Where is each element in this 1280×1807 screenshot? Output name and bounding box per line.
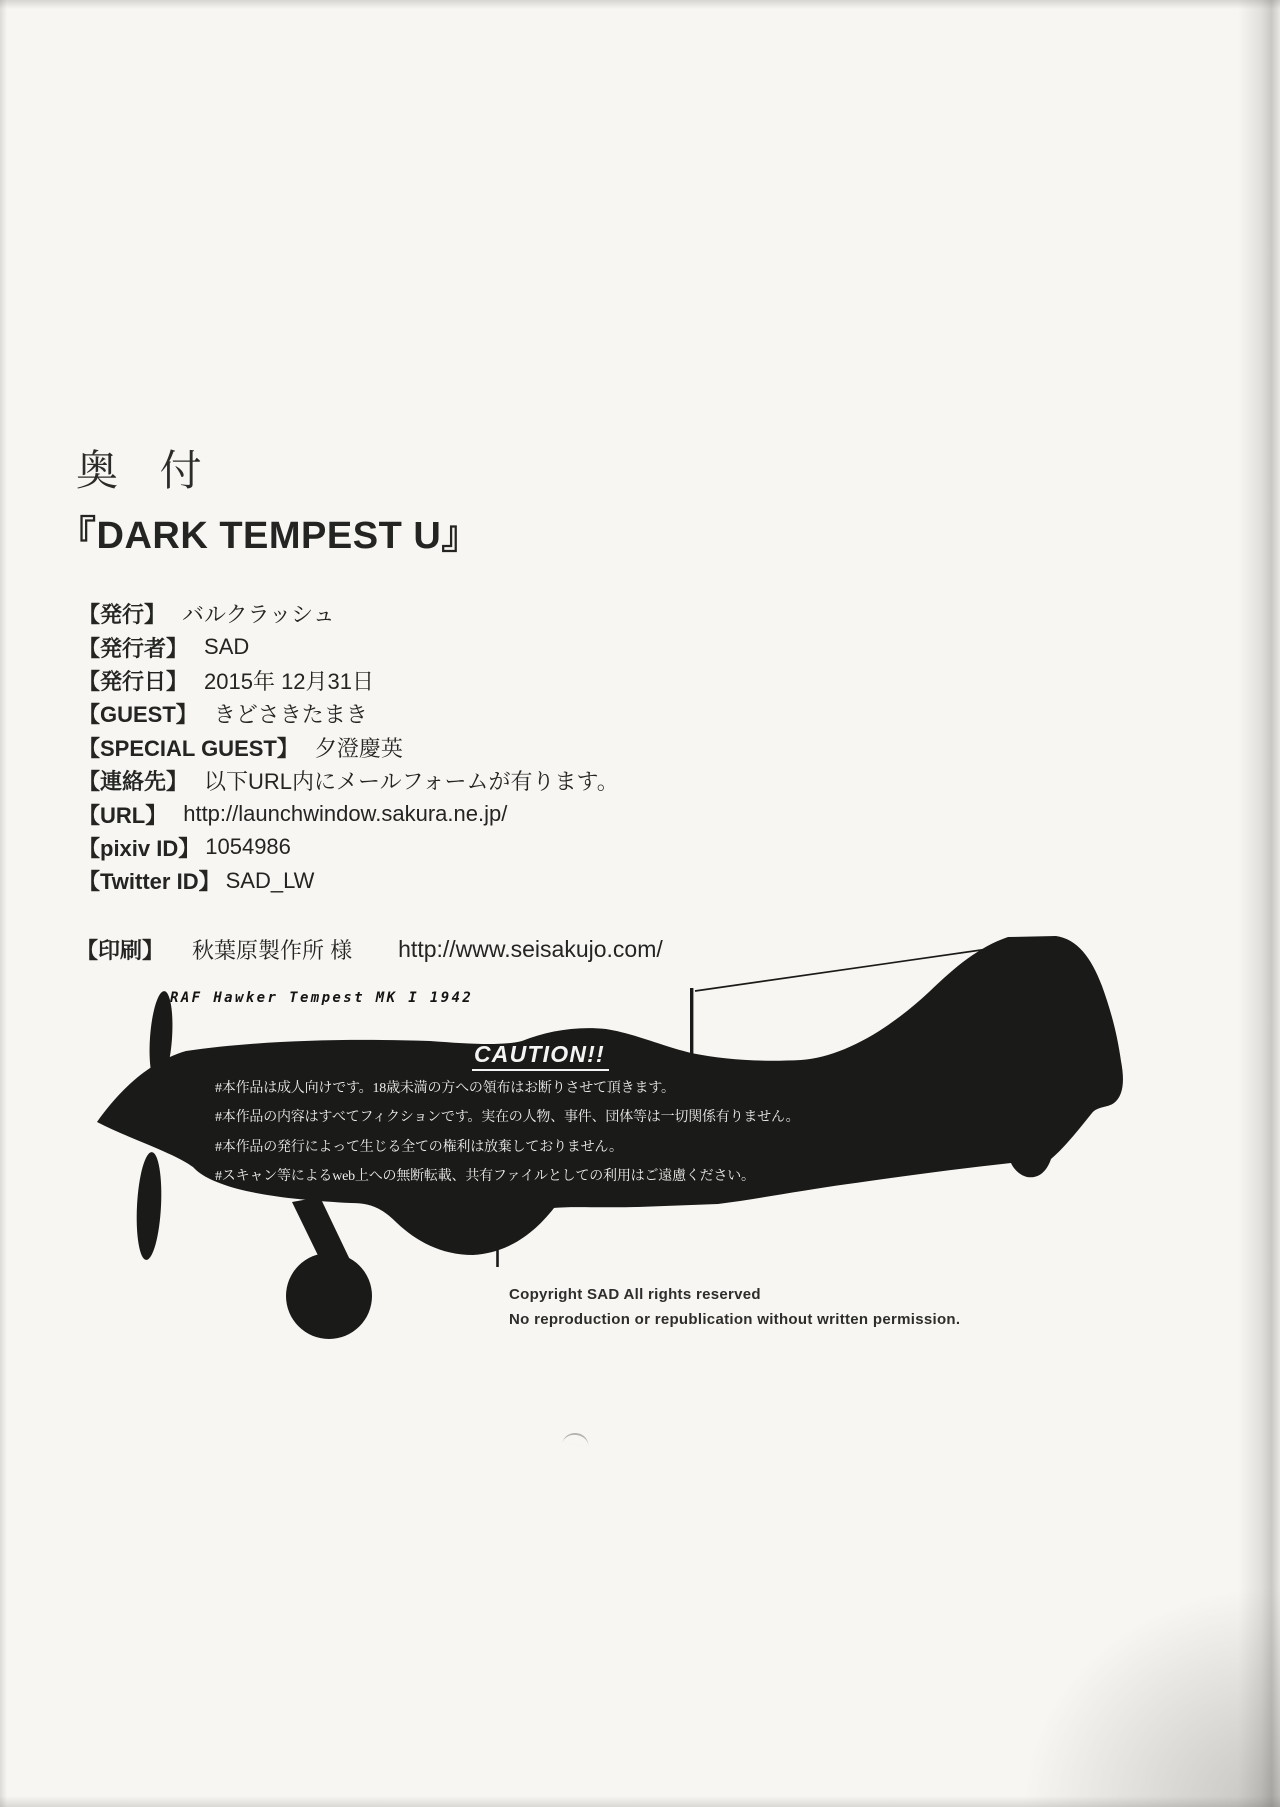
publisher-value: バルクラッシュ: [182, 602, 335, 628]
guest-value: きどさきたまき: [213, 702, 368, 728]
url-label: 【URL】: [78, 802, 168, 828]
url-value: http://launchwindow.sakura.ne.jp/: [183, 801, 508, 827]
propeller-blade-lower: [134, 1151, 164, 1260]
date-label: 【発行日】: [78, 668, 189, 694]
twitter-id-label: 【Twitter ID】: [78, 869, 221, 895]
printer-name: 秋葉原製作所 様: [192, 938, 353, 963]
landing-gear-wheel: [286, 1253, 372, 1339]
caution-heading: CAUTION!!: [472, 1041, 609, 1071]
copyright-line-2: No reproduction or republication without written permission.: [509, 1311, 961, 1328]
caution-line: #本作品は成人向けです。18歳未満の方への領布はお断りさせて頂きます。: [215, 1081, 675, 1096]
guest-label: 【GUEST】: [78, 702, 198, 728]
author-value: SAD: [204, 634, 250, 660]
date-value: 2015年 12月31日: [204, 668, 375, 694]
special-guest-label: 【SPECIAL GUEST】: [78, 735, 299, 761]
author-label: 【発行者】: [78, 635, 189, 661]
antenna-mast: [690, 988, 693, 1056]
special-guest-value: 夕澄慶英: [314, 735, 403, 761]
pixiv-id-value: 1054986: [205, 834, 291, 860]
caution-text: [215, 1074, 799, 1192]
pixiv-id-label: 【pixiv ID】: [78, 835, 201, 861]
contact-value: 以下URL内にメールフォームが有ります。: [204, 769, 619, 795]
plane-caption: RAF Hawker Tempest MK I 1942: [170, 990, 474, 1006]
caution-line: #本作品の内容はすべてフィクションです。実在の人物、事件、団体等は一切関係有りません。: [215, 1110, 800, 1126]
page-heading: 奥 付: [76, 447, 217, 494]
twitter-id-value: SAD_LW: [225, 867, 315, 893]
book-title: 『DARK TEMPEST U』: [58, 515, 480, 557]
caution-line: #本作品の発行によって生じる全ての権利は放棄しておりません。: [215, 1139, 623, 1155]
printer-label: 【印刷】: [76, 938, 165, 963]
copyright-line-1: Copyright SAD All rights reserved: [509, 1286, 761, 1303]
contact-label: 【連絡先】: [78, 769, 189, 795]
printer-url: http://www.seisakujo.com/: [398, 936, 663, 962]
publisher-label: 【発行】: [78, 602, 167, 628]
caution-line: #スキャン等によるweb上への無断転載、共有ファイルとしての利用はご遠慮ください。: [215, 1169, 755, 1185]
